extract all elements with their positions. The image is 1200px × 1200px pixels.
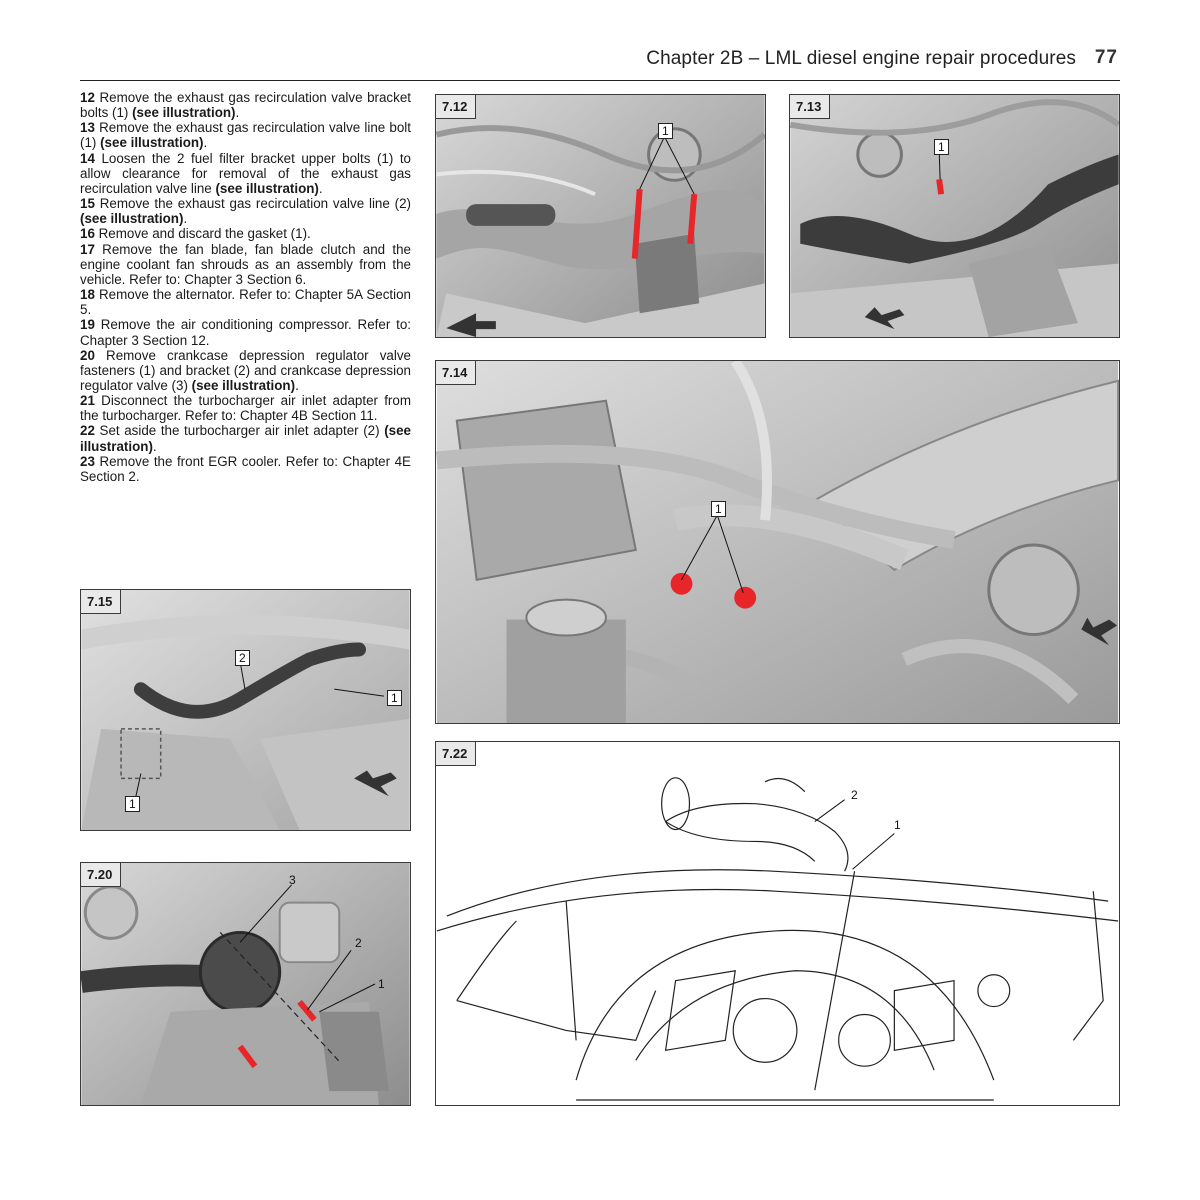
engine-photo-7-20	[81, 863, 410, 1105]
step-16: 16 Remove and discard the gasket (1).	[80, 226, 311, 242]
callout-1: 1	[894, 818, 901, 832]
callout-1: 1	[125, 796, 140, 812]
page-number: 77	[1094, 47, 1118, 68]
engine-photo-7-13	[790, 95, 1119, 337]
bolt-highlight	[690, 194, 694, 244]
step-15: 15 Remove the exhaust gas recirculation valve line (2) (see illustration).	[80, 196, 411, 227]
step-20: 20 Remove crankcase depression regulator valve fasteners (1) and bracket (2) and crankcase depression regulator valve (3) (see illustration).	[80, 347, 411, 393]
callout-1: 1	[934, 139, 949, 155]
step-23: 23 Remove the front EGR cooler. Refer to: Chapter 4E Section 2.	[80, 453, 411, 484]
callout-1: 1	[387, 690, 402, 706]
step-22: 22 Set aside the turbocharger air inlet adapter (2) (see illustration).	[80, 423, 411, 454]
chapter-title: Chapter 2B – LML diesel engine repair procedures	[646, 48, 1076, 69]
figure-label: 7.22	[436, 742, 476, 766]
engine-photo-7-12	[436, 95, 765, 337]
page-header	[80, 44, 1120, 81]
step-17: 17 Remove the fan blade, fan blade clutch and the engine coolant fan shrouds as an assembly from the vehicle. Refer to: Chapter 3 Section 6.	[80, 241, 411, 287]
figure-label: 7.15	[81, 590, 121, 614]
procedure-text	[80, 90, 411, 484]
callout-2: 2	[235, 650, 250, 666]
step-14: 14 Loosen the 2 fuel filter bracket upper bolts (1) to allow clearance for removal of the exhaust gas recirculation valve line (see illustration).	[80, 150, 411, 196]
bolt-highlight	[939, 179, 941, 194]
figure-7-14	[435, 360, 1120, 724]
step-18: 18 Remove the alternator. Refer to: Chapter 5A Section 5.	[80, 287, 411, 318]
engine-line-drawing-7-22	[436, 742, 1119, 1105]
fastener-highlight	[671, 573, 693, 595]
figure-label: 7.20	[81, 863, 121, 887]
figure-7-15	[80, 589, 411, 831]
engine-photo-7-15	[81, 590, 410, 830]
step-12: 12 Remove the exhaust gas recirculation valve bracket bolts (1) (see illustration).	[80, 90, 411, 121]
figure-label: 7.12	[436, 95, 476, 119]
callout-1: 1	[378, 977, 385, 991]
callout-1: 1	[711, 501, 726, 517]
figure-label: 7.14	[436, 361, 476, 385]
fastener-highlight	[734, 587, 756, 609]
figure-label: 7.13	[790, 95, 830, 119]
step-13: 13 Remove the exhaust gas recirculation valve line bolt (1) (see illustration).	[80, 120, 411, 151]
figure-7-13	[789, 94, 1120, 338]
step-19: 19 Remove the air conditioning compressor. Refer to: Chapter 3 Section 12.	[80, 317, 411, 348]
figure-7-22	[435, 741, 1120, 1106]
callout-2: 2	[851, 788, 858, 802]
engine-photo-7-14	[436, 361, 1119, 723]
callout-2: 2	[355, 936, 362, 950]
callout-1: 1	[658, 123, 673, 139]
callout-3: 3	[289, 873, 296, 887]
figure-7-12	[435, 94, 766, 338]
figure-7-20	[80, 862, 411, 1106]
step-21: 21 Disconnect the turbocharger air inlet adapter from the turbocharger. Refer to: Chapter 4B Section 11.	[80, 393, 411, 424]
